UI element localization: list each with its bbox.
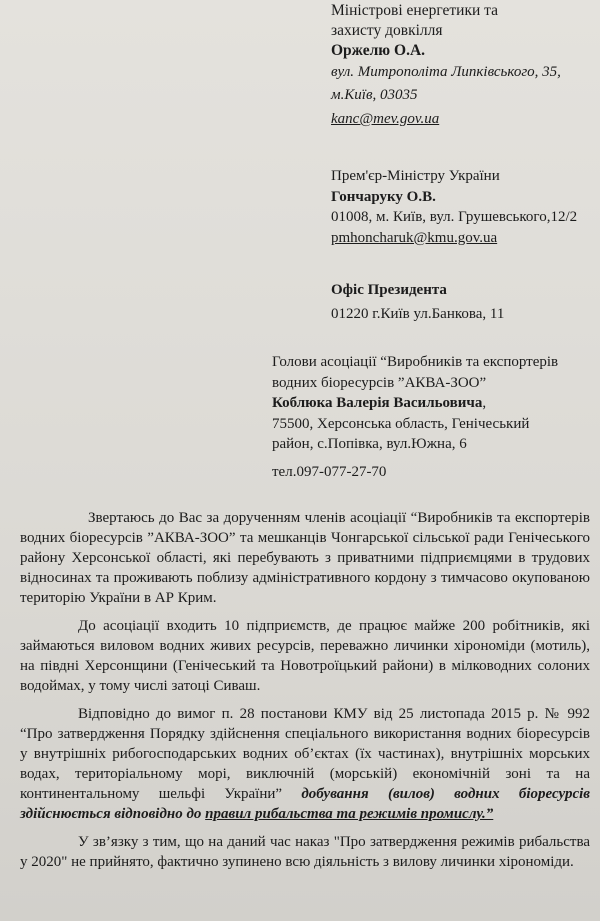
sender-phone: тел.097-077-27-70: [272, 463, 387, 480]
paragraph-4: У зв’язку з тим, що на даний час наказ "Про затвердження режимів рибальства у 2020" не прийнято, фактично зупинено всю діяльність з вилову личинки хірономіди.: [20, 834, 590, 870]
sender-title-2: водних біоресурсів ”АКВА-ЗОО”: [272, 374, 487, 391]
recipient-office-block: [331, 278, 504, 326]
letter-body: [20, 508, 590, 872]
recipient-ministry-email[interactable]: kanc@mev.gov.ua: [331, 111, 440, 127]
recipient-pm-block: [331, 166, 577, 248]
paragraph-2: До асоціації входить 10 підприємств, де працює майже 200 робітників, які займаються виловом водних живих ресурсів, переважно личинки хірономіди (мотиль), на півдні Херсонщини (Генічеський та Новотроїцький райони) в мілководних солоних водоймах, у тому числі затоці Сиваш.: [20, 618, 590, 694]
recipient-ministry-address-1: вул. Митрополіта Липківського, 35,: [331, 64, 561, 80]
sender-address-1: 75500, Херсонська область, Генічеський: [272, 415, 530, 432]
sender-address-2: район, с.Попівка, вул.Южна, 6: [272, 436, 467, 452]
recipient-pm-name: Гончаруку О.В.: [331, 188, 436, 205]
recipient-ministry-title: Міністрові енергетики та: [331, 2, 498, 19]
recipient-office-address: 01220 г.Київ ул.Банкова, 11: [331, 306, 505, 322]
paragraph-3-emphasis-underlined: правил рибальства та режимів промислу.”: [205, 806, 494, 822]
paragraph-1: Звертаюсь до Вас за дорученням членів асоціації “Виробників та експортерів водних біоресурсів ”АКВА-ЗОО” та мешканців Чонгарської сільської ради Генічеського району Херсонської області, які перебувають з приватними підприємцями в трудових відносинах та проживають поблизу адміністративного кордону з тимчасово окупованою територію України в АР Крим.: [20, 510, 590, 606]
recipient-ministry-title-2: захисту довкілля: [331, 22, 443, 39]
sender-name-suffix: ,: [482, 395, 487, 411]
paragraph-3-text: Відповідно до вимог п. 28 постанови КМУ від 25 листопада 2015 р. № 992 “Про затвердження Порядку здійснення спеціального використання водних біоресурсів у внутрішніх рибогосподарських водних об’єктах (їх частинах), внутрішніх морських водах, територіальному морі, виключній (морській) економічній зоні та на континентальному шельфі України”: [20, 706, 590, 802]
paragraph-3: [20, 704, 590, 824]
sender-title: Голови асоціації “Виробників та експортерів: [272, 354, 559, 370]
recipient-pm-email[interactable]: pmhoncharuk@kmu.gov.ua: [331, 229, 498, 246]
recipient-ministry-block: [331, 1, 561, 129]
sender-block: [272, 352, 558, 482]
paragraph-3-emphasis: добування (вилов) водних біоресурсів здійснюється відповідно до: [20, 786, 591, 822]
recipient-ministry-address-2: м.Київ, 03035: [331, 87, 418, 103]
recipient-office-name: Офіс Президента: [331, 282, 447, 298]
recipient-pm-address: 01008, м. Київ, вул. Грушевського,12/2: [331, 209, 578, 225]
recipient-ministry-name: Оржелю О.А.: [331, 42, 426, 59]
sender-name: Коблюка Валерія Васильовича: [272, 395, 483, 411]
recipient-pm-title: Прем'єр-Міністру України: [331, 168, 500, 184]
